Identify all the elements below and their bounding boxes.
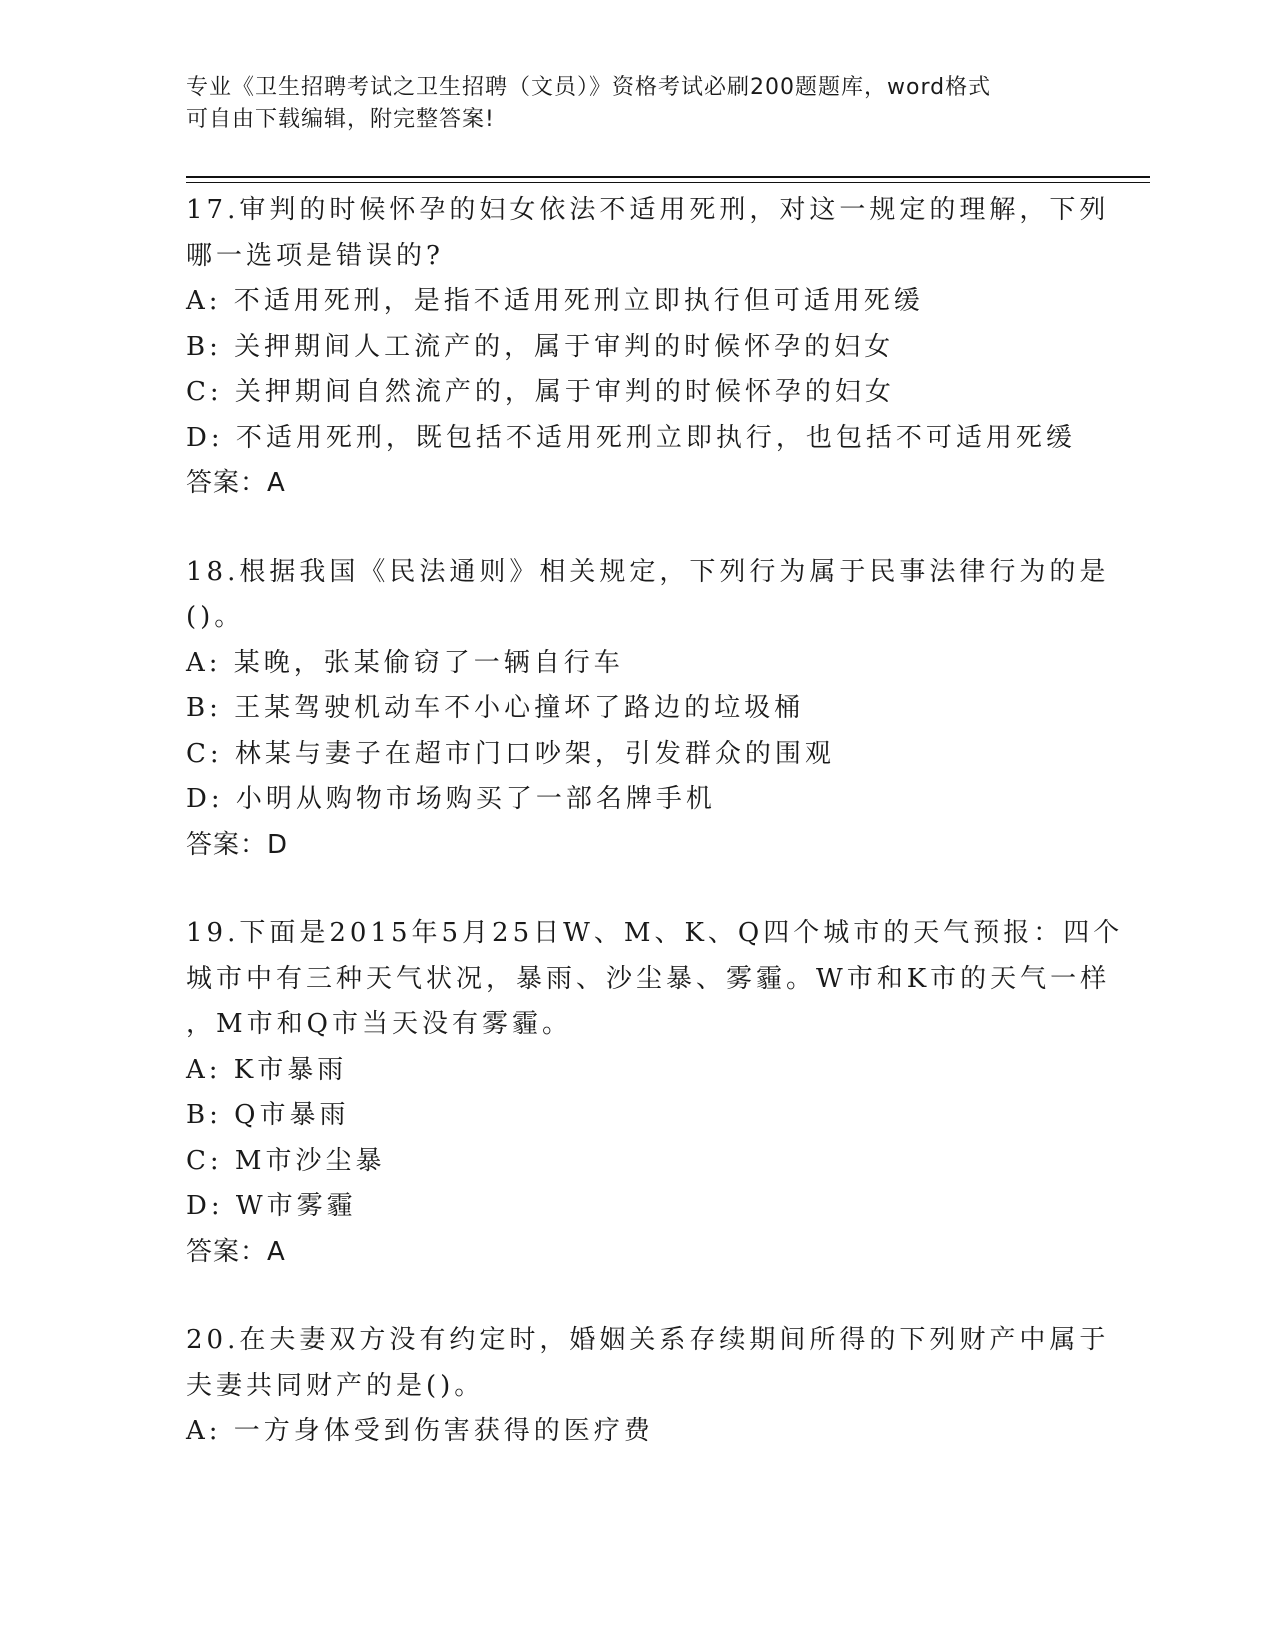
question-stem-line: 19.下面是2015年5月25日W、M、K、Q四个城市的天气预报：四个 xyxy=(186,918,1124,948)
question-stem-line: ()。 xyxy=(186,602,245,632)
question-stem-line: 18.根据我国《民法通则》相关规定，下列行为属于民事法律行为的是 xyxy=(186,556,1110,587)
question-stem-line: 夫妻共同财产的是()。 xyxy=(186,1370,485,1401)
question-stem-line: ，M市和Q市当天没有雾霾。 xyxy=(186,1009,572,1039)
option-c: C: 关押期间自然流产的，属于审判的时候怀孕的妇女 xyxy=(186,377,895,407)
question-stem-line: 城市中有三种天气状况，暴雨、沙尘暴、雾霾。W市和K市的天气一样 xyxy=(186,963,1111,994)
question-18 xyxy=(186,550,1110,869)
header-divider-thick xyxy=(186,176,1150,178)
option-a: A: K市暴雨 xyxy=(186,1054,348,1085)
option-a: A: 不适用死刑，是指不适用死刑立即执行但可适用死缓 xyxy=(186,286,924,316)
option-d: D: W市雾霾 xyxy=(186,1191,357,1221)
option-a: A: 某晚，张某偷窃了一辆自行车 xyxy=(186,647,624,678)
question-list xyxy=(186,188,1124,1498)
option-b: B: 关押期间人工流产的，属于审判的时候怀孕的妇女 xyxy=(186,331,895,362)
answer-line: 答案：A xyxy=(186,468,286,498)
question-19 xyxy=(186,911,1124,1275)
option-b: B: Q市暴雨 xyxy=(186,1100,350,1130)
option-d: D: 小明从购物市场购买了一部名牌手机 xyxy=(186,784,716,814)
header-line: 专业《卫生招聘考试之卫生招聘（文员）》资格考试必刷200题题库，word格式 xyxy=(186,75,992,100)
option-b: B: 王某驾驶机动车不小心撞坏了路边的垃圾桶 xyxy=(186,693,805,723)
question-stem-line: 哪一选项是错误的? xyxy=(186,240,444,271)
option-a: A: 一方身体受到伤害获得的医疗费 xyxy=(186,1416,654,1446)
document-header xyxy=(186,72,1066,136)
header-line: 可自由下载编辑，附完整答案! xyxy=(186,107,495,132)
option-d: D: 不适用死刑，既包括不适用死刑立即执行，也包括不可适用死缓 xyxy=(186,422,1076,453)
question-20 xyxy=(186,1318,1110,1455)
question-stem-line: 17.审判的时候怀孕的妇女依法不适用死刑，对这一规定的理解，下列 xyxy=(186,195,1110,225)
answer-line: 答案：D xyxy=(186,829,289,860)
option-c: C: M市沙尘暴 xyxy=(186,1145,386,1176)
option-c: C: 林某与妻子在超市门口吵架，引发群众的围观 xyxy=(186,738,835,769)
answer-line: 答案：A xyxy=(186,1236,286,1267)
question-stem-line: 20.在夫妻双方没有约定时，婚姻关系存续期间所得的下列财产中属于 xyxy=(186,1325,1110,1355)
header-divider-thin xyxy=(186,182,1150,183)
question-17 xyxy=(186,188,1110,507)
